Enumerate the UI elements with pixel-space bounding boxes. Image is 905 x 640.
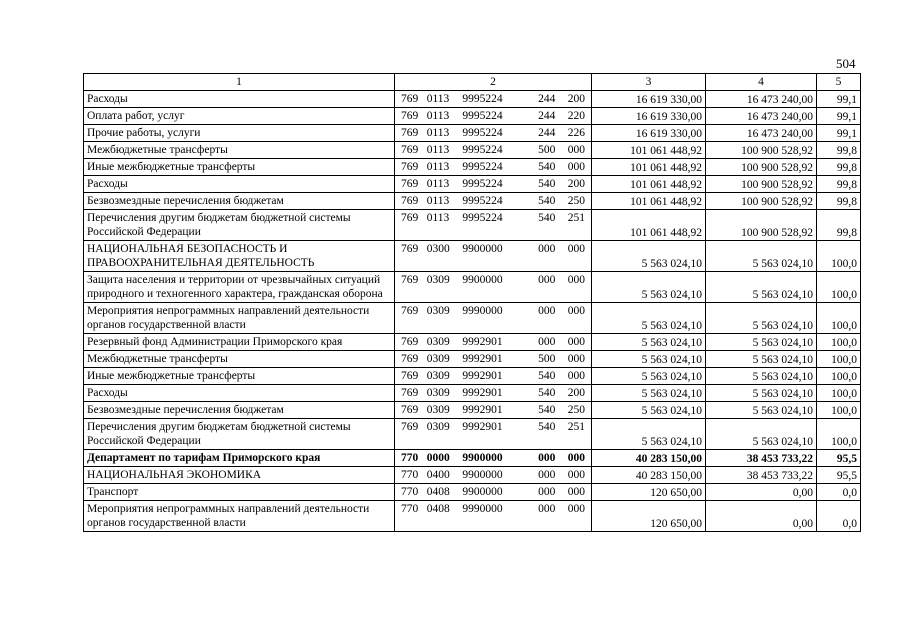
code-group	[395, 402, 591, 417]
row-name: Резервный фонд Администрации Приморского края	[84, 334, 395, 351]
row-name: Защита населения и территории от чрезвычайных ситуаций природного и техногенного характера, гражданская оборона	[84, 272, 395, 303]
table-row	[84, 159, 861, 176]
row-name: Расходы	[84, 385, 395, 402]
row-name: Межбюджетные трансферты	[84, 351, 395, 368]
target-code: 9990000	[462, 305, 503, 317]
execution-percent: 100,0	[817, 303, 861, 334]
row-codes	[395, 450, 592, 467]
expense-type-code: 244	[538, 110, 556, 122]
row-name: Транспорт	[84, 484, 395, 501]
kosgu-code: 251	[567, 212, 585, 224]
row-name: Мероприятия непрограммных направлений деятельности органов государственной власти	[84, 501, 395, 532]
execution-percent: 99,8	[817, 193, 861, 210]
expense-type-code: 000	[538, 243, 556, 255]
execution-percent: 100,0	[817, 334, 861, 351]
executed-amount: 100 900 528,92	[706, 210, 817, 241]
executed-amount: 100 900 528,92	[706, 193, 817, 210]
executed-amount: 16 473 240,00	[706, 108, 817, 125]
expense-type-code: 000	[538, 274, 556, 286]
kosgu-code: 000	[567, 469, 585, 481]
execution-percent: 95,5	[817, 450, 861, 467]
code-group	[395, 91, 591, 106]
execution-percent: 99,8	[817, 210, 861, 241]
expense-type-code: 540	[538, 178, 556, 190]
planned-amount: 5 563 024,10	[592, 334, 706, 351]
code-group	[395, 467, 591, 482]
kosgu-code: 000	[567, 336, 585, 348]
admin-code: 769	[401, 404, 419, 416]
section-code: 0113	[426, 110, 450, 122]
section-code: 0113	[426, 195, 450, 207]
code-group	[395, 241, 591, 256]
expense-type-code: 000	[538, 469, 556, 481]
execution-percent: 0,0	[817, 501, 861, 532]
code-group	[395, 125, 591, 140]
table-row	[84, 501, 861, 532]
executed-amount: 5 563 024,10	[706, 419, 817, 450]
code-group	[395, 419, 591, 434]
row-name: Иные межбюджетные трансферты	[84, 159, 395, 176]
planned-amount: 5 563 024,10	[592, 368, 706, 385]
table-row	[84, 108, 861, 125]
row-codes	[395, 385, 592, 402]
executed-amount: 100 900 528,92	[706, 176, 817, 193]
section-code: 0408	[426, 503, 450, 515]
expense-type-code: 540	[538, 212, 556, 224]
admin-code: 769	[401, 274, 419, 286]
expense-type-code: 000	[538, 452, 556, 464]
execution-percent: 100,0	[817, 419, 861, 450]
target-code: 9992901	[462, 421, 503, 433]
section-code: 0309	[426, 336, 450, 348]
row-codes	[395, 467, 592, 484]
expense-type-code: 540	[538, 421, 556, 433]
code-group	[395, 368, 591, 383]
execution-percent: 100,0	[817, 351, 861, 368]
code-group	[395, 484, 591, 499]
table-row	[84, 484, 861, 501]
admin-code: 770	[401, 503, 419, 515]
kosgu-code: 000	[567, 305, 585, 317]
section-code: 0300	[426, 243, 450, 255]
table-row	[84, 467, 861, 484]
planned-amount: 5 563 024,10	[592, 402, 706, 419]
page-number: 504	[836, 56, 856, 71]
kosgu-code: 000	[567, 274, 585, 286]
expense-type-code: 000	[538, 336, 556, 348]
expense-type-code: 000	[538, 305, 556, 317]
code-group	[395, 334, 591, 349]
section-code: 0309	[426, 404, 450, 416]
table-row	[84, 368, 861, 385]
code-group	[395, 272, 591, 287]
target-code: 9992901	[462, 387, 503, 399]
admin-code: 769	[401, 93, 419, 105]
executed-amount: 5 563 024,10	[706, 402, 817, 419]
planned-amount: 101 061 448,92	[592, 176, 706, 193]
row-codes	[395, 142, 592, 159]
target-code: 9900000	[462, 274, 503, 286]
code-group	[395, 351, 591, 366]
budget-table	[83, 73, 861, 532]
table-row	[84, 176, 861, 193]
expense-type-code: 000	[538, 486, 556, 498]
planned-amount: 101 061 448,92	[592, 193, 706, 210]
planned-amount: 101 061 448,92	[592, 210, 706, 241]
code-group	[395, 303, 591, 318]
row-name: Иные межбюджетные трансферты	[84, 368, 395, 385]
kosgu-code: 000	[567, 452, 585, 464]
code-group	[395, 142, 591, 157]
section-code: 0113	[426, 178, 450, 190]
executed-amount: 38 453 733,22	[706, 467, 817, 484]
kosgu-code: 250	[567, 195, 585, 207]
admin-code: 769	[401, 178, 419, 190]
column-header-2: 2	[395, 74, 592, 91]
table-row	[84, 210, 861, 241]
table-row	[84, 450, 861, 467]
row-name: Мероприятия непрограммных направлений деятельности органов государственной власти	[84, 303, 395, 334]
admin-code: 769	[401, 421, 419, 433]
row-codes	[395, 303, 592, 334]
table-row	[84, 334, 861, 351]
row-codes	[395, 193, 592, 210]
executed-amount: 100 900 528,92	[706, 142, 817, 159]
executed-amount: 5 563 024,10	[706, 368, 817, 385]
planned-amount: 16 619 330,00	[592, 125, 706, 142]
execution-percent: 100,0	[817, 368, 861, 385]
target-code: 9995224	[462, 178, 503, 190]
planned-amount: 5 563 024,10	[592, 419, 706, 450]
planned-amount: 5 563 024,10	[592, 241, 706, 272]
row-codes	[395, 272, 592, 303]
admin-code: 769	[401, 387, 419, 399]
target-code: 9992901	[462, 404, 503, 416]
target-code: 9995224	[462, 110, 503, 122]
section-code: 0113	[426, 161, 450, 173]
table-row	[84, 91, 861, 108]
kosgu-code: 251	[567, 421, 585, 433]
row-codes	[395, 419, 592, 450]
row-name: Безвозмездные перечисления бюджетам	[84, 193, 395, 210]
row-codes	[395, 351, 592, 368]
row-name: Оплата работ, услуг	[84, 108, 395, 125]
row-name: Безвозмездные перечисления бюджетам	[84, 402, 395, 419]
expense-type-code: 540	[538, 387, 556, 399]
row-codes	[395, 368, 592, 385]
kosgu-code: 000	[567, 503, 585, 515]
executed-amount: 5 563 024,10	[706, 351, 817, 368]
code-group	[395, 193, 591, 208]
planned-amount: 40 283 150,00	[592, 450, 706, 467]
section-code: 0408	[426, 486, 450, 498]
expense-type-code: 500	[538, 144, 556, 156]
admin-code: 769	[401, 127, 419, 139]
table-row	[84, 351, 861, 368]
table-row	[84, 142, 861, 159]
planned-amount: 101 061 448,92	[592, 159, 706, 176]
section-code: 0309	[426, 387, 450, 399]
execution-percent: 0,0	[817, 484, 861, 501]
expense-type-code: 540	[538, 195, 556, 207]
planned-amount: 5 563 024,10	[592, 303, 706, 334]
execution-percent: 100,0	[817, 385, 861, 402]
expense-type-code: 540	[538, 370, 556, 382]
section-code: 0113	[426, 144, 450, 156]
row-codes	[395, 210, 592, 241]
admin-code: 769	[401, 161, 419, 173]
planned-amount: 120 650,00	[592, 484, 706, 501]
executed-amount: 5 563 024,10	[706, 385, 817, 402]
expense-type-code: 540	[538, 404, 556, 416]
target-code: 9992901	[462, 353, 503, 365]
executed-amount: 5 563 024,10	[706, 241, 817, 272]
row-codes	[395, 334, 592, 351]
row-name: НАЦИОНАЛЬНАЯ БЕЗОПАСНОСТЬ И ПРАВООХРАНИТЕЛЬНАЯ ДЕЯТЕЛЬНОСТЬ	[84, 241, 395, 272]
executed-amount: 0,00	[706, 501, 817, 532]
target-code: 9995224	[462, 195, 503, 207]
code-group	[395, 108, 591, 123]
expense-type-code: 244	[538, 93, 556, 105]
planned-amount: 101 061 448,92	[592, 142, 706, 159]
kosgu-code: 000	[567, 161, 585, 173]
executed-amount: 100 900 528,92	[706, 159, 817, 176]
admin-code: 769	[401, 110, 419, 122]
section-code: 0113	[426, 93, 450, 105]
execution-percent: 99,8	[817, 142, 861, 159]
execution-percent: 100,0	[817, 402, 861, 419]
expense-type-code: 500	[538, 353, 556, 365]
executed-amount: 0,00	[706, 484, 817, 501]
executed-amount: 16 473 240,00	[706, 91, 817, 108]
kosgu-code: 200	[567, 387, 585, 399]
table-row	[84, 193, 861, 210]
table-row	[84, 272, 861, 303]
execution-percent: 100,0	[817, 272, 861, 303]
target-code: 9990000	[462, 503, 503, 515]
planned-amount: 5 563 024,10	[592, 272, 706, 303]
execution-percent: 99,8	[817, 159, 861, 176]
kosgu-code: 220	[567, 110, 585, 122]
code-group	[395, 159, 591, 174]
executed-amount: 5 563 024,10	[706, 272, 817, 303]
section-code: 0113	[426, 127, 450, 139]
kosgu-code: 000	[567, 353, 585, 365]
admin-code: 769	[401, 195, 419, 207]
row-codes	[395, 159, 592, 176]
target-code: 9995224	[462, 144, 503, 156]
code-group	[395, 501, 591, 516]
planned-amount: 5 563 024,10	[592, 351, 706, 368]
planned-amount: 16 619 330,00	[592, 108, 706, 125]
expense-type-code: 244	[538, 127, 556, 139]
row-codes	[395, 501, 592, 532]
section-code: 0309	[426, 353, 450, 365]
expense-type-code: 540	[538, 161, 556, 173]
kosgu-code: 200	[567, 178, 585, 190]
target-code: 9900000	[462, 486, 503, 498]
target-code: 9900000	[462, 469, 503, 481]
kosgu-code: 250	[567, 404, 585, 416]
row-codes	[395, 176, 592, 193]
execution-percent: 95,5	[817, 467, 861, 484]
execution-percent: 99,1	[817, 108, 861, 125]
column-header-5: 5	[817, 74, 861, 91]
section-code: 0309	[426, 305, 450, 317]
row-codes	[395, 108, 592, 125]
code-group	[395, 210, 591, 225]
table-row	[84, 241, 861, 272]
execution-percent: 100,0	[817, 241, 861, 272]
executed-amount: 16 473 240,00	[706, 125, 817, 142]
section-code: 0309	[426, 274, 450, 286]
column-header-3: 3	[592, 74, 706, 91]
kosgu-code: 000	[567, 486, 585, 498]
admin-code: 770	[401, 486, 419, 498]
execution-percent: 99,8	[817, 176, 861, 193]
kosgu-code: 000	[567, 144, 585, 156]
row-codes	[395, 484, 592, 501]
code-group	[395, 450, 591, 465]
code-group	[395, 385, 591, 400]
target-code: 9995224	[462, 161, 503, 173]
table-row	[84, 125, 861, 142]
admin-code: 770	[401, 452, 419, 464]
target-code: 9900000	[462, 452, 503, 464]
admin-code: 769	[401, 353, 419, 365]
row-name: Перечисления другим бюджетам бюджетной системы Российской Федерации	[84, 210, 395, 241]
planned-amount: 5 563 024,10	[592, 385, 706, 402]
execution-percent: 99,1	[817, 91, 861, 108]
admin-code: 769	[401, 212, 419, 224]
planned-amount: 16 619 330,00	[592, 91, 706, 108]
table-row	[84, 385, 861, 402]
section-code: 0000	[426, 452, 450, 464]
row-name: НАЦИОНАЛЬНАЯ ЭКОНОМИКА	[84, 467, 395, 484]
code-group	[395, 176, 591, 191]
kosgu-code: 000	[567, 370, 585, 382]
row-codes	[395, 91, 592, 108]
column-header-1: 1	[84, 74, 395, 91]
row-name: Расходы	[84, 176, 395, 193]
admin-code: 769	[401, 305, 419, 317]
expense-type-code: 000	[538, 503, 556, 515]
kosgu-code: 000	[567, 243, 585, 255]
row-codes	[395, 125, 592, 142]
row-name: Прочие работы, услуги	[84, 125, 395, 142]
target-code: 9992901	[462, 336, 503, 348]
row-name: Расходы	[84, 91, 395, 108]
section-code: 0309	[426, 370, 450, 382]
row-codes	[395, 402, 592, 419]
target-code: 9992901	[462, 370, 503, 382]
admin-code: 769	[401, 243, 419, 255]
section-code: 0309	[426, 421, 450, 433]
table-row	[84, 419, 861, 450]
column-header-4: 4	[706, 74, 817, 91]
table-row	[84, 402, 861, 419]
row-name: Межбюджетные трансферты	[84, 142, 395, 159]
row-codes	[395, 241, 592, 272]
row-name: Департамент по тарифам Приморского края	[84, 450, 395, 467]
kosgu-code: 226	[567, 127, 585, 139]
section-code: 0400	[426, 469, 450, 481]
admin-code: 770	[401, 469, 419, 481]
executed-amount: 5 563 024,10	[706, 334, 817, 351]
column-number-header	[84, 74, 861, 91]
target-code: 9995224	[462, 212, 503, 224]
admin-code: 769	[401, 336, 419, 348]
admin-code: 769	[401, 370, 419, 382]
executed-amount: 5 563 024,10	[706, 303, 817, 334]
execution-percent: 99,1	[817, 125, 861, 142]
target-code: 9900000	[462, 243, 503, 255]
table-row	[84, 303, 861, 334]
target-code: 9995224	[462, 93, 503, 105]
planned-amount: 120 650,00	[592, 501, 706, 532]
admin-code: 769	[401, 144, 419, 156]
planned-amount: 40 283 150,00	[592, 467, 706, 484]
section-code: 0113	[426, 212, 450, 224]
kosgu-code: 200	[567, 93, 585, 105]
target-code: 9995224	[462, 127, 503, 139]
row-name: Перечисления другим бюджетам бюджетной системы Российской Федерации	[84, 419, 395, 450]
executed-amount: 38 453 733,22	[706, 450, 817, 467]
